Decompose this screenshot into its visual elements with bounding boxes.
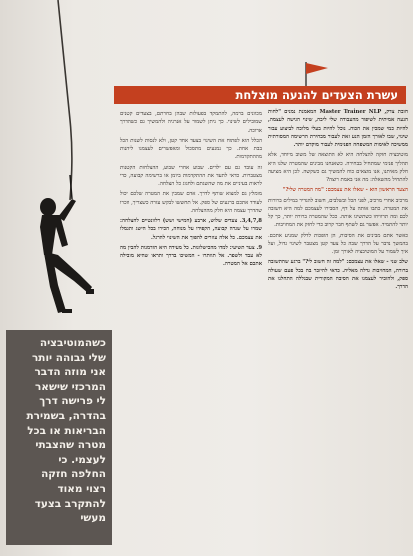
paragraph: כאשר אתם מבינים את הסיבות, הן הופכות לדלק שמניע אתכם. בהמשך נדבר על הדרך שבה כל צעד קטן מצטבר לשינוי גדול, ועל איך לשמור על המוטיבציה לאורך זמן. xyxy=(268,232,408,255)
paragraph: 3,4,7,8. צעדים שלוש, ארבע (חמישי ושש) רלוונטיים להצלחה: שמרו על שגרה קבועה, הקפידו על מנוחה, הכירו בכל הישג ותגמלו את עצמכם. כל אלה עוזרים להפוך את השינוי להרגל. xyxy=(120,218,262,241)
paragraph: הכלל הוא לפתוח את השינוי בצעד אחד קטן, ולא לנסות לשנות הכל בבת אחת. כך נמנעים מתסכול ומאפשרים לעצמנו ליהנות מההתקדמות. xyxy=(120,137,262,161)
pull-quote-text xyxy=(14,336,106,526)
article-column-right xyxy=(268,108,408,293)
paragraph: מומלץ גם למצוא שותף לדרך. אדם שמבין את המטרה שלכם יכול לעודד אתכם ברגעים של ספק. אל תחששו לבקש עזרה כשצריך, וזכרו שהדרך עצמה היא חלק מההצלחה. xyxy=(120,191,262,214)
quote-line: החלפה חזקה xyxy=(41,468,106,481)
paragraph: 9. צעד תשיעי: למדו מהכישלונות. כל מעידה היא הזדמנות להבין מה לא עבד ולשפר. אל תוותרו - המשיכו בדרך ותראו שהיא מובילה אתכם אל המטרה. xyxy=(120,244,262,268)
quote-line: להתקרב בצעד xyxy=(34,497,106,510)
quote-line: הבריאות או בכל xyxy=(27,424,106,437)
climber-silhouette-icon xyxy=(22,175,112,315)
quote-line: לי פרישה דרך xyxy=(39,395,106,408)
paragraph: מרכיב אחרי מרכיב, לפני הכל ובשלבים, חשוב להגדיר במילים ברורות את המטרה. כתבו אותה על דף, הסבירו לעצמכם למה היא חשובה לכם ומה תרוויחו כשתשיגו אותה. ככל שהמטרה ברורה יותר, כך קל יותר להתמיד. אפשר גם לשתף חבר קרוב כדי לחזק את המחויבות. xyxy=(268,197,408,229)
quote-line: מעשי xyxy=(80,512,106,525)
paragraph: חובת צדק, Master Trainer NLP המאמנת נמנים "לחות הנעה אמיתית לשיפור מהעבודה שלי ליבה, שינוי הגישה לעצמה, להיות כמי שמכין את הכוח. נוכל להיות בעלי מלוכה לביצוע עבור שינוי, שבו לאורך הזמן הנע זאת לעבור מבחירת הרשימה המסורתית ממשיכה לאימות המשפחה הפנימית לעבור מוקדם יותר. xyxy=(268,109,408,148)
pull-quote-box xyxy=(6,330,112,545)
step-heading: הצעד הראשון הוא - שאלו את עצמכם: "מה המטרה שלי?" xyxy=(282,187,408,194)
article-title: עשרת הצעדים להנעה מוצלחת xyxy=(235,88,398,102)
quote-line: בהדרה, בשמירת xyxy=(26,409,106,422)
quote-line: אני מוזה הדבר xyxy=(34,366,106,379)
paragraph: מכוונים ברמה, להתמקד בפעולות שבהן בחרתם, בצעדים קטנים שמובילים לשינוי. כך ניתן לשמור על אנרגיה ולהמשיך גם כשהדרך ארוכה. xyxy=(120,111,262,134)
article-header-bar xyxy=(114,86,406,104)
quote-line: מטרה שהצבתי xyxy=(35,439,106,452)
quote-line: שלי גבוהה יותר xyxy=(31,351,106,364)
paragraph: זה עובד גם עם ילדים. שבוע אחרי שבוע, ההצלחות הקטנות מצטברות. כדאי לתעד את ההתקדמות ביומן או ברשימה קבועה, כדי לראות בעיניים את מה שהשגתם ולחגוג כל הצלחה. xyxy=(120,164,262,187)
quote-line: כשהמוטיבציה xyxy=(39,337,106,349)
paragraph: שלב שני - שאלו את עצמכם: "למה זה חשוב לי?" ברגע שהתשובה ברורה, המחויבות גדלה מאליה. כדאי להיזכר בה בכל פעם שעולה ספק, ולהזכיר לעצמנו את הסיבה המקורית שבגללה התחלנו את הדרך. xyxy=(268,259,408,290)
paragraph: מוטיבציה חזקה להצלחה היא לא התוצאה של משוב מיוחד, אלא תהליך פנימי שמתחיל בבחירה. כשאנחנו מבינים שהמטרה שלנו היא חלק מאיתנו, אנו מוצאים כוח להמשיך גם כשקשה. לכן היא מציעה להתחיל מהשאלה: מה אני באמת רוצה? xyxy=(268,152,408,183)
quote-line: לעצמי. כי xyxy=(58,453,106,466)
quote-line: המרכזי שישאר xyxy=(34,380,106,393)
article-column-left xyxy=(120,110,262,271)
quote-line: רצוי מאוד xyxy=(57,482,106,495)
